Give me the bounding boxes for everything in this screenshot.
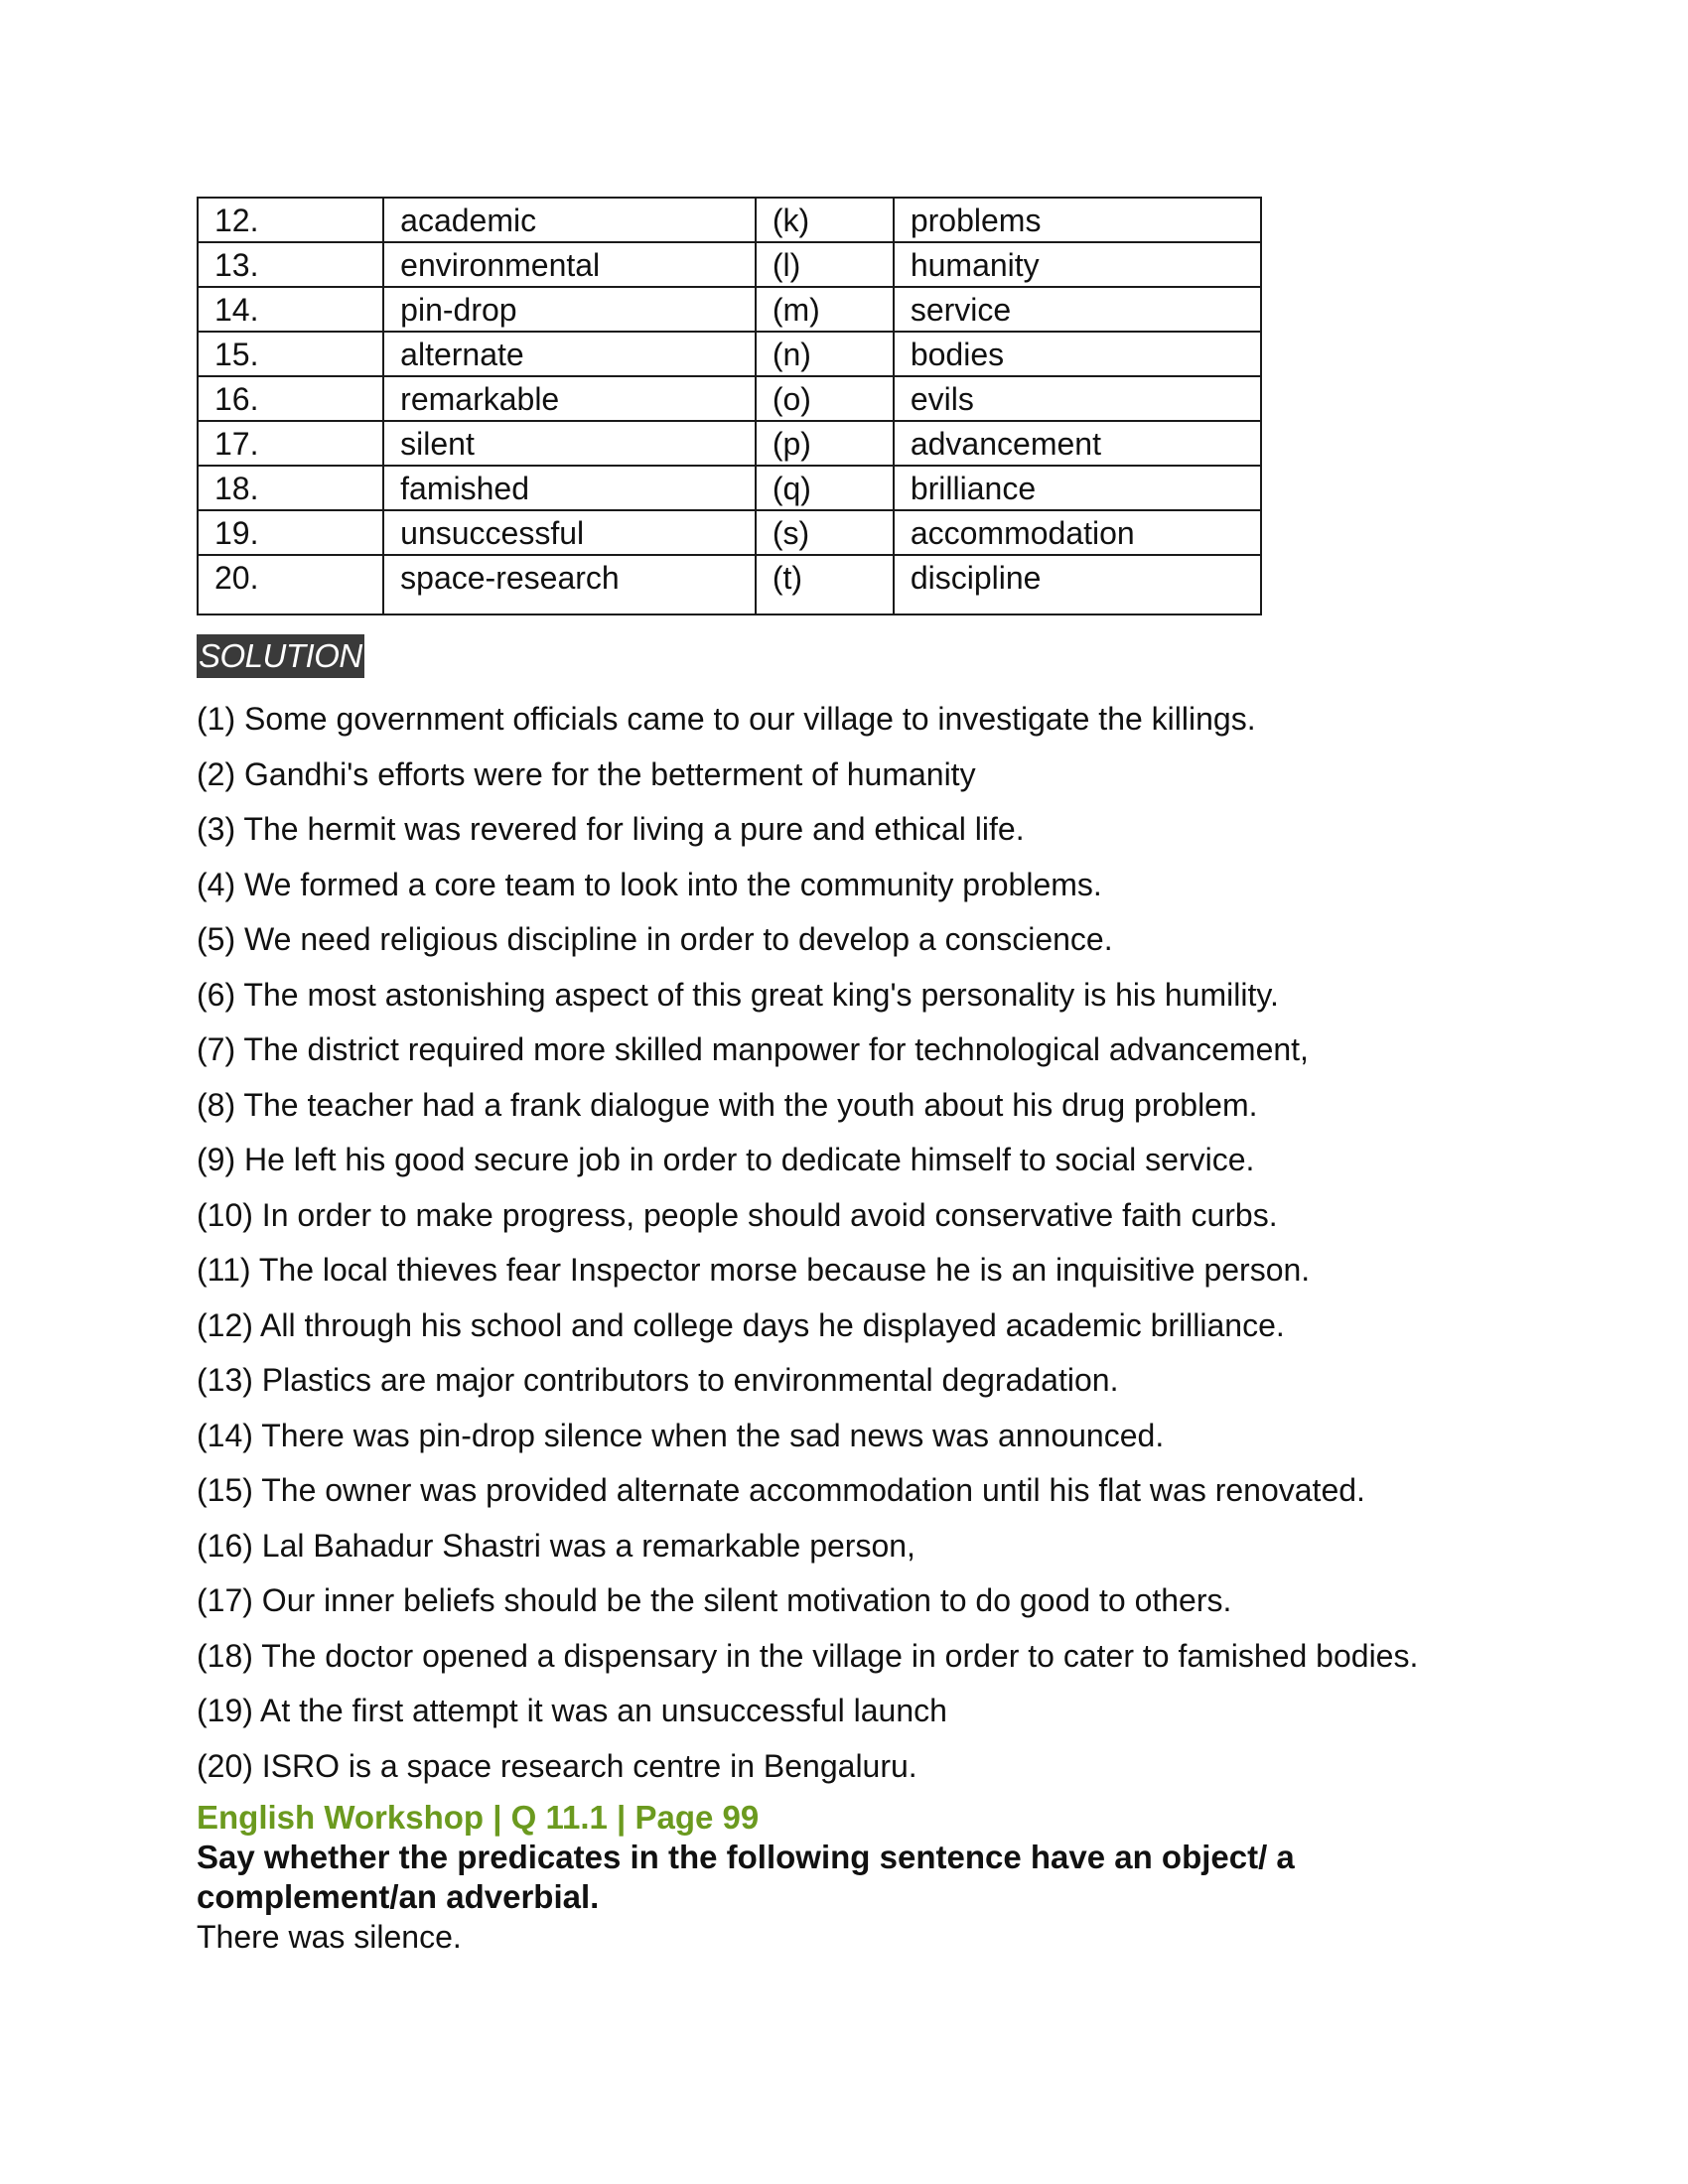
row-number-cell: 20. (198, 555, 383, 614)
table-row (198, 376, 1261, 421)
word-cell: silent (383, 421, 756, 466)
solution-item: (10) In order to make progress, people should avoid conservative faith curbs. (197, 1196, 1278, 1233)
word-cell: unsuccessful (383, 510, 756, 555)
word-cell: space-research (383, 555, 756, 614)
match-cell: problems (894, 198, 1261, 242)
table-row (198, 466, 1261, 510)
match-cell: brilliance (894, 466, 1261, 510)
letter-cell: (o) (756, 376, 894, 421)
solution-item: (13) Plastics are major contributors to environmental degradation. (197, 1362, 1119, 1398)
row-number-cell: 14. (198, 287, 383, 332)
match-cell: bodies (894, 332, 1261, 376)
solution-item: (4) We formed a core team to look into the community problems. (197, 866, 1102, 902)
word-cell: pin-drop (383, 287, 756, 332)
solution-item: (9) He left his good secure job in order to dedicate himself to social service. (197, 1142, 1255, 1177)
table-row (198, 242, 1261, 287)
solution-item: (1) Some government officials came to our village to investigate the killings. (197, 701, 1256, 737)
solution-item: (15) The owner was provided alternate accommodation until his flat was renovated. (197, 1472, 1365, 1508)
matching-table (197, 197, 1262, 615)
row-number-cell: 13. (198, 242, 383, 287)
solution-label: SOLUTION (197, 634, 364, 678)
solutions-list (197, 700, 1487, 1802)
solution-item: (2) Gandhi's efforts were for the betterment of humanity (197, 755, 976, 792)
letter-cell: (s) (756, 510, 894, 555)
table-row (198, 510, 1261, 555)
solution-item: (19) At the first attempt it was an unsuccessful launch (197, 1693, 947, 1728)
solution-item: (3) The hermit was revered for living a pure and ethical life. (197, 811, 1025, 847)
solution-item: (16) Lal Bahadur Shastri was a remarkable person, (197, 1527, 915, 1564)
word-cell: academic (383, 198, 756, 242)
letter-cell: (k) (756, 198, 894, 242)
solution-item: (7) The district required more skilled manpower for technological advancement, (197, 1031, 1309, 1067)
match-cell: service (894, 287, 1261, 332)
solution-item: (5) We need religious discipline in order to develop a conscience. (197, 921, 1113, 957)
letter-cell: (n) (756, 332, 894, 376)
table-row (198, 198, 1261, 242)
letter-cell: (t) (756, 555, 894, 614)
solution-item: (18) The doctor opened a dispensary in the village in order to cater to famished bodies. (197, 1637, 1419, 1674)
word-cell: environmental (383, 242, 756, 287)
solution-item: (8) The teacher had a frank dialogue with the youth about his drug problem. (197, 1086, 1258, 1123)
match-cell: humanity (894, 242, 1261, 287)
matching-table-body (198, 198, 1261, 614)
table-row (198, 421, 1261, 466)
solution-item: (6) The most astonishing aspect of this great king's personality is his humility. (197, 976, 1279, 1013)
solution-item: (11) The local thieves fear Inspector morse because he is an inquisitive person. (197, 1252, 1311, 1288)
row-number-cell: 17. (198, 421, 383, 466)
table-row (198, 555, 1261, 614)
match-cell: discipline (894, 555, 1261, 614)
solution-item: (20) ISRO is a space research centre in Bengaluru. (197, 1747, 917, 1784)
workshop-answer: There was silence. (197, 1919, 462, 1955)
letter-cell: (q) (756, 466, 894, 510)
solution-item: (14) There was pin-drop silence when the sad news was announced. (197, 1417, 1165, 1453)
letter-cell: (p) (756, 421, 894, 466)
word-cell: remarkable (383, 376, 756, 421)
row-number-cell: 15. (198, 332, 383, 376)
workshop-question: Say whether the predicates in the following sentence have an object/ a complement/an adverbial. (197, 1839, 1295, 1915)
table-row (198, 287, 1261, 332)
word-cell: alternate (383, 332, 756, 376)
solution-item: (17) Our inner beliefs should be the silent motivation to do good to others. (197, 1582, 1232, 1618)
word-cell: famished (383, 466, 756, 510)
letter-cell: (l) (756, 242, 894, 287)
document-page (197, 197, 1487, 1957)
workshop-header: English Workshop | Q 11.1 | Page 99 (197, 1799, 760, 1836)
row-number-cell: 18. (198, 466, 383, 510)
row-number-cell: 19. (198, 510, 383, 555)
row-number-cell: 12. (198, 198, 383, 242)
match-cell: evils (894, 376, 1261, 421)
match-cell: advancement (894, 421, 1261, 466)
solution-item: (12) All through his school and college days he displayed academic brilliance. (197, 1306, 1285, 1343)
table-row (198, 332, 1261, 376)
row-number-cell: 16. (198, 376, 383, 421)
letter-cell: (m) (756, 287, 894, 332)
match-cell: accommodation (894, 510, 1261, 555)
